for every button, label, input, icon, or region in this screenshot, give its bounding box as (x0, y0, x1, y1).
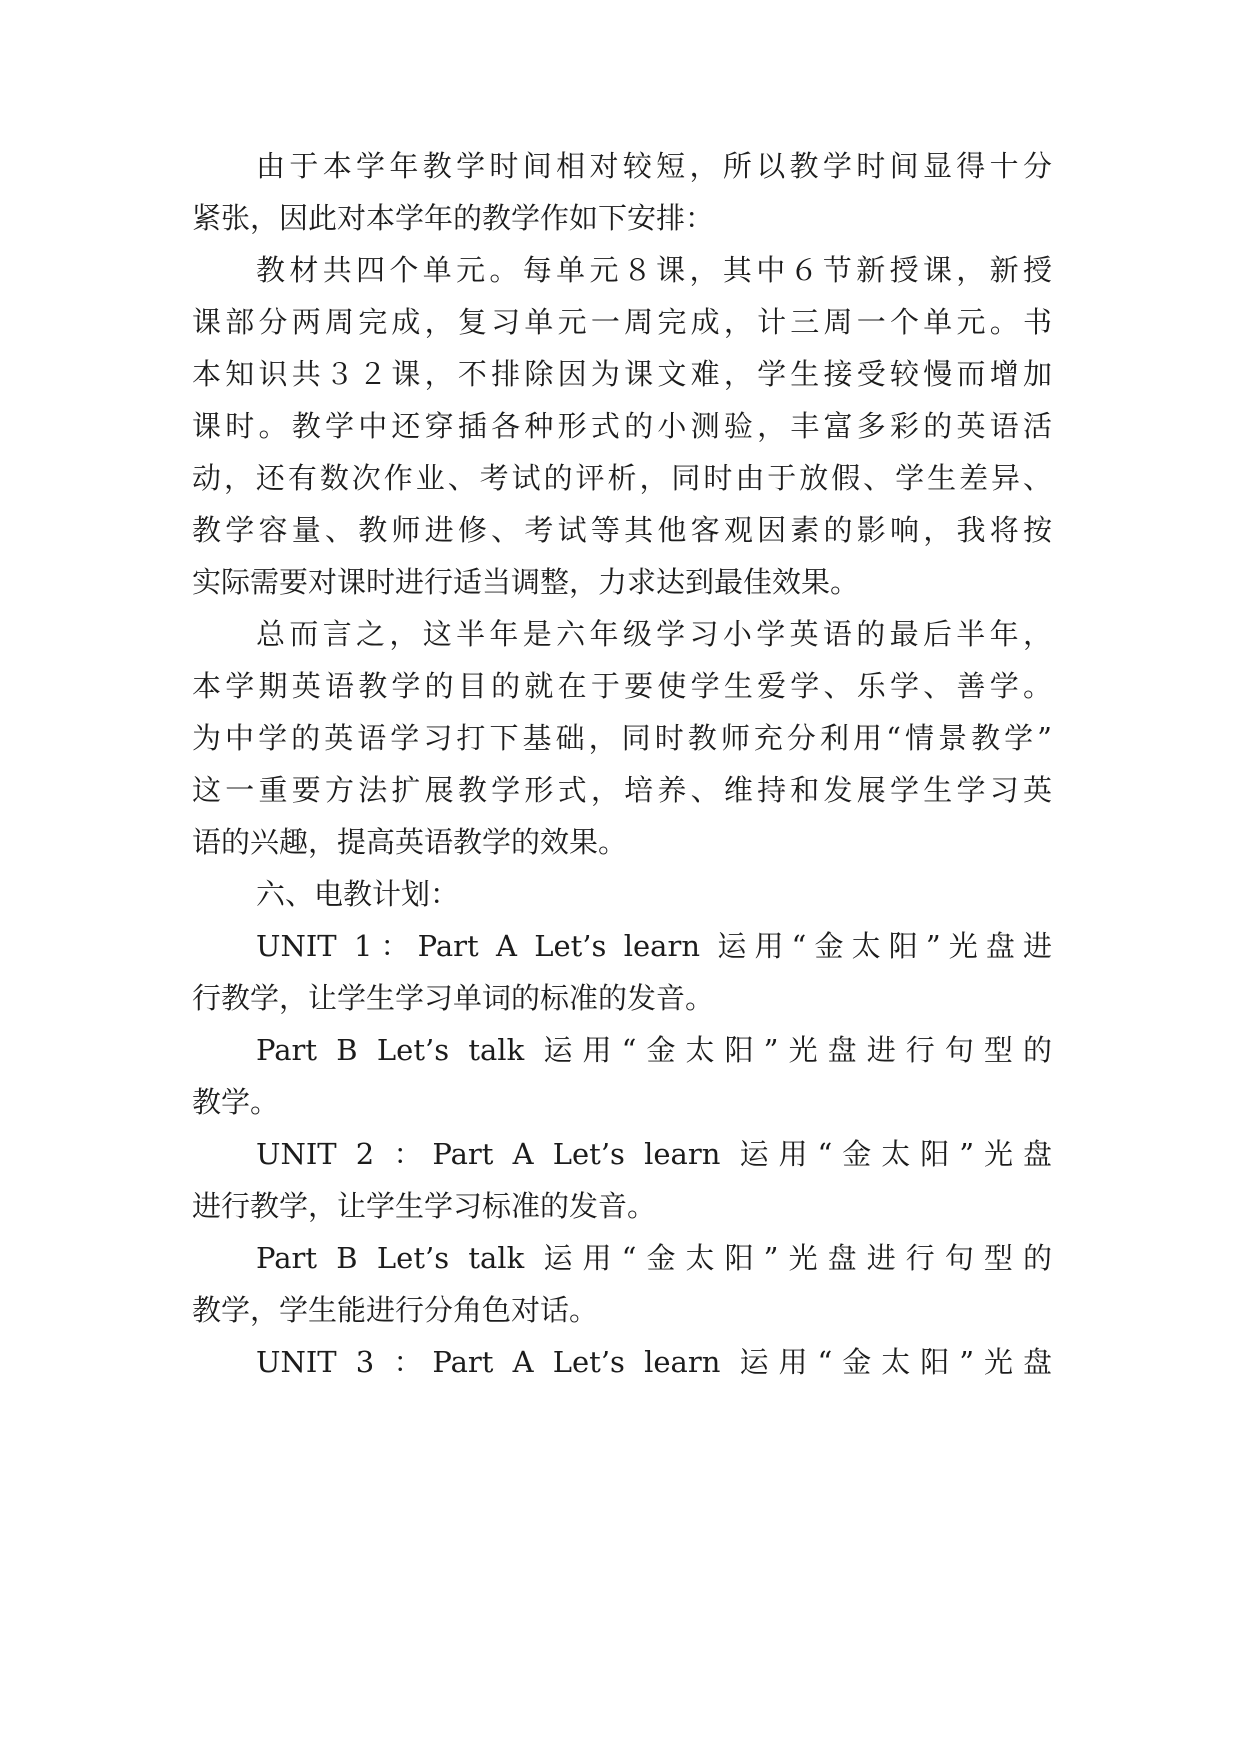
text-line: Part B Let’s talk 运用“金太阳”光盘进行句型的 (256, 1241, 1052, 1275)
text-line: 动，还有数次作业、考试的评析，同时由于放假、学生差异、 (192, 461, 1052, 495)
text-line: 课时。教学中还穿插各种形式的小测验，丰富多彩的英语活 (192, 409, 1052, 443)
text-line: 课部分两周完成，复习单元一周完成，计三周一个单元。书 (192, 305, 1052, 339)
text-line: 紧张，因此对本学年的教学作如下安排： (192, 201, 715, 235)
text-line: 教学，学生能进行分角色对话。 (192, 1293, 599, 1327)
text-line: Part B Let’s talk 运用“金太阳”光盘进行句型的 (256, 1033, 1052, 1067)
text-line: 教学容量、教师进修、考试等其他客观因素的影响，我将按 (192, 513, 1052, 547)
text-line: 本知识共３２课，不排除因为课文难，学生接受较慢而增加 (192, 357, 1052, 391)
text-line: 实际需要对课时进行适当调整，力求达到最佳效果。 (192, 565, 860, 599)
text-line: 教学。 (192, 1085, 280, 1119)
text-line: 由于本学年教学时间相对较短，所以教学时间显得十分 (256, 149, 1052, 183)
text-line: 总而言之，这半年是六年级学习小学英语的最后半年， (256, 617, 1052, 651)
text-line: 进行教学，让学生学习标准的发音。 (192, 1189, 657, 1223)
text-line: 语的兴趣，提高英语教学的效果。 (192, 825, 628, 859)
text-line: 行教学，让学生学习单词的标准的发音。 (192, 981, 715, 1015)
text-line: 这一重要方法扩展教学形式，培养、维持和发展学生学习英 (192, 773, 1052, 807)
text-line: UNIT 2 ：Part A Let’s learn 运用“金太阳”光盘 (256, 1137, 1052, 1171)
text-line: UNIT 1：Part A Let’s learn 运用“金太阳”光盘进 (256, 929, 1052, 963)
text-line: UNIT 3 ：Part A Let’s learn 运用“金太阳”光盘 (256, 1345, 1052, 1379)
text-line: 为中学的英语学习打下基础，同时教师充分利用“情景教学” (192, 721, 1052, 755)
text-line: 本学期英语教学的目的就在于要使学生爱学、乐学、善学。 (192, 669, 1052, 703)
section-heading: 六、电教计划： (256, 877, 460, 911)
text-line: 教材共四个单元。每单元８课，其中６节新授课，新授 (256, 253, 1052, 287)
